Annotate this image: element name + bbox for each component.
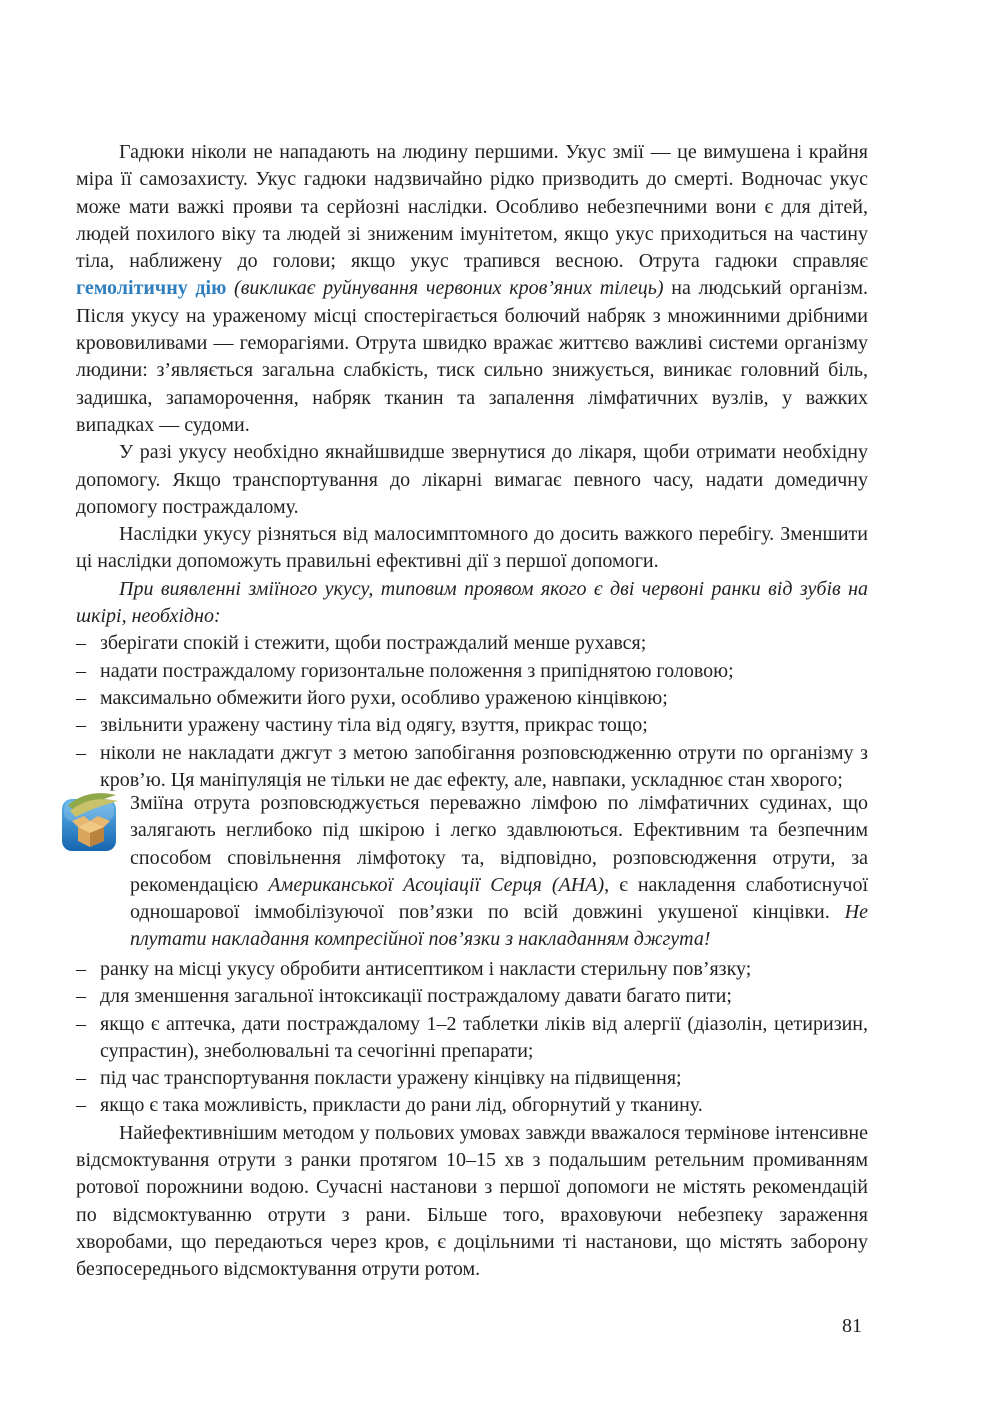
list-item	[76, 658, 868, 685]
dash-marker: –	[76, 958, 86, 980]
dash-marker: –	[76, 1012, 86, 1035]
dash-marker: –	[76, 1094, 86, 1117]
list-item	[76, 956, 868, 983]
keyword-hemolytic: гемолітичну дію	[76, 277, 227, 300]
second-section	[76, 956, 868, 1284]
list-item	[76, 712, 868, 739]
list-item-text: якщо є така можливість, прикласти до рани лід, обгорнутий у тканину.	[100, 1094, 703, 1117]
first-aid-list-1	[76, 630, 868, 794]
dash-marker: –	[76, 632, 86, 655]
dash-marker: –	[76, 741, 86, 764]
paragraph-instructions-intro: При виявленні зміїного укусу, типовим проявом якого є дві червоні ранки від зубів на шкірі, необхідно:	[76, 577, 868, 628]
paragraph-doctor: У разі укусу необхідно якнайшвидше звернутися до лікаря, щоби отримати необхідну допомогу. Якщо транспортування до лікарні вимагає певного часу, надати домедичну допомогу постраждалому.	[76, 441, 868, 518]
list-item	[76, 1092, 868, 1119]
list-item	[76, 740, 868, 795]
note-text-part: , є накладення слаботиснучої одношарової іммобілізуючої пов’язки по всій довжині укушеної кінцівки.	[130, 873, 869, 924]
list-item-text: ніколи не накладати джгут з метою запобігання розповсюдженню отрути по організму з кров’ю. Ця маніпуляція не тільки не дає ефекту, але, навпаки, ускладнює стан хворого;	[100, 741, 868, 791]
note-warning: Не плутати накладання компресійної пов’язки з накладанням джгута!	[130, 901, 868, 951]
dash-marker: –	[76, 659, 86, 682]
paragraph-suction: Найефективнішим методом у польових умовах завжди вважалося термінове інтенсивне відсмоктування отрути з ранки протягом 10–15 хв з подальшим ретельним промиванням ротової порожнини водою. Сучасні настанови з першої допомоги не містять рекомендацій по відсмоктуванню отрути з рани. Більше того, враховуючи небезпеку зараження хворобами, що передаються через кров, є доцільними ті настанови, що містять заборону безпосереднього відсмоктування отрути ротом.	[76, 1121, 868, 1281]
dash-marker: –	[76, 686, 86, 709]
list-item	[76, 630, 868, 657]
info-note	[130, 790, 868, 954]
list-item	[76, 1065, 868, 1092]
italic-explanation: (викликає руйнування червоних кров’яних тілець)	[234, 277, 664, 300]
list-item	[76, 1011, 868, 1066]
paragraph-text: Гадюки ніколи не нападають на людину першими. Укус змії — це вимушена і крайня міра її самозахисту. Укус гадюки надзвичайно рідко призводить до смерті. Водночас укус може мати важкі прояви та серйозні наслідки. Особливо небезпечними вони є для дітей, людей похилого віку та людей зі зниженим імунітетом, якщо укус приходиться на частину тіла, наближену до голови; якщо укус трапився весною. Отрута гадюки справляє	[76, 141, 868, 273]
paragraph-text: на людський організм. Після укусу на ураженому місці спостерігається болючий набряк з множинними дрібними крововиливами — геморагіями. Отрута швидко вражає життєво важливі системи організму людини: з’являється загальна слабкість, тиск сильно знижується, виникає головний біль, задишка, запаморочення, набряк тканин та запалення лімфатичних вузлів, у важких випадках — судоми.	[76, 277, 869, 436]
list-item-text: максимально обмежити його рухи, особливо ураженою кінцівкою;	[100, 686, 668, 709]
list-item	[76, 983, 868, 1010]
page-number: 81	[842, 1315, 862, 1337]
intro-section	[76, 139, 868, 794]
paragraph-venom	[76, 139, 868, 439]
first-aid-list-2	[76, 956, 868, 1120]
list-item	[76, 685, 868, 712]
list-item-text: під час транспортування покласти уражену кінцівку на підвищення;	[100, 1067, 682, 1090]
dash-marker: –	[76, 1067, 86, 1090]
note-text	[130, 790, 868, 954]
dash-marker: –	[76, 714, 86, 737]
list-item-text: якщо є аптечка, дати постраждалому 1–2 таблетки ліків від алергії (діазолін, цетиризин, супрастин), знеболювальні та сечогінні препарати;	[100, 1012, 868, 1062]
list-item-text: зберігати спокій і стежити, щоби постраждалий менше рухався;	[100, 632, 647, 655]
aha-reference: Американської Асоціації Серця (АНА)	[268, 873, 605, 896]
open-box-with-feather-icon	[60, 791, 120, 853]
paragraph-consequences: Наслідки укусу різняться від малосимптомного до досить важкого перебігу. Зменшити ці наслідки допоможуть правильні ефективні дії з першої допомоги.	[76, 523, 868, 573]
note-text-part: Зміїна отрута розповсюджується переважно лімфою по лімфатичних судинах, що залягають неглибоко під шкірою і легко здавлюються. Ефективним та безпечним способом сповільнення лімфотоку та, відповідно, розповсюдження отрути, за рекомендацією	[130, 792, 868, 896]
list-item-text: для зменшення загальної інтоксикації постраждалому давати багато пити;	[100, 985, 732, 1008]
dash-marker: –	[76, 985, 86, 1008]
list-item-text: звільнити уражену частину тіла від одягу, взуття, прикрас тощо;	[100, 714, 648, 737]
list-item-text: ранку на місці укусу обробити антисептиком і накласти стерильну пов’язку;	[100, 958, 752, 980]
list-item-text: надати постраждалому горизонтальне положення з припіднятою головою;	[100, 659, 734, 682]
